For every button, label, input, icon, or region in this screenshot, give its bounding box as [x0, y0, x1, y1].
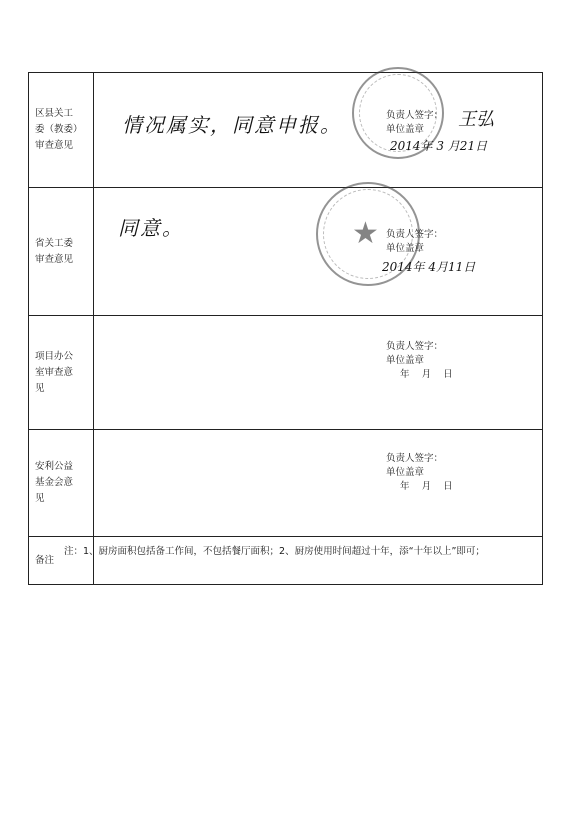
label-line: 备注: [35, 554, 55, 566]
row-label-province: [29, 188, 94, 316]
row-label-project-office: [29, 316, 94, 430]
signature-block: [386, 228, 443, 256]
signature-block: [386, 340, 453, 382]
form-row-foundation: [29, 430, 543, 537]
seal-label: 单位盖章: [386, 124, 425, 135]
date-line: 2014年 3 月21日: [390, 139, 488, 153]
seal-label: 单位盖章: [386, 467, 425, 478]
seal-label: 单位盖章: [386, 355, 425, 366]
row-label-foundation: [29, 430, 94, 537]
label-line: 区县关工: [35, 108, 74, 119]
label-line: 项目办公: [35, 350, 74, 362]
foundation-opinion-cell: [94, 430, 543, 537]
form-row-district-review: [29, 73, 543, 188]
form-row-project-office: [29, 316, 543, 430]
signer-label: 负责人签字：: [386, 453, 444, 464]
seal-label: 单位盖章: [386, 243, 425, 254]
handwritten-opinion: 情况属实，同意申报。: [122, 113, 342, 137]
footnote: 注：1、厨房面积包括备工作间，不包括餐厅面积；2、厨房使用时间超过十年，添“十年以上”即可；: [64, 546, 485, 557]
date-line: 年 月 日: [400, 481, 453, 492]
form-row-province-review: [29, 188, 543, 316]
handwritten-opinion: 同意。: [118, 216, 184, 240]
label-line: 见: [35, 493, 45, 504]
project-office-opinion-cell: [94, 316, 543, 430]
label-line: 审查意见: [35, 253, 74, 265]
label-line: 基金会意: [35, 477, 74, 488]
district-opinion-cell: [94, 73, 543, 188]
date-line: 2014年 4月11日: [382, 260, 476, 274]
star-icon: ★: [352, 216, 379, 251]
signature-block: [386, 109, 443, 137]
signer-label: 负责人签字：: [386, 341, 444, 352]
signer-label: 负责人签字：: [386, 229, 444, 240]
signature-block: [386, 452, 453, 494]
signer-label: 负责人签字：: [386, 110, 444, 121]
province-opinion-cell: [94, 188, 543, 316]
label-line: 审查意见: [35, 140, 74, 151]
review-form-table: [28, 72, 543, 585]
label-line: 见: [35, 382, 45, 394]
handwritten-signature: 王弘: [458, 109, 494, 130]
row-label-district: [29, 73, 94, 188]
date-line: 年 月 日: [400, 369, 453, 380]
label-line: 委（教委）: [35, 124, 83, 135]
label-line: 省关工委: [35, 237, 74, 249]
label-line: 室审查意: [35, 366, 74, 378]
label-line: 安利公益: [35, 461, 74, 472]
